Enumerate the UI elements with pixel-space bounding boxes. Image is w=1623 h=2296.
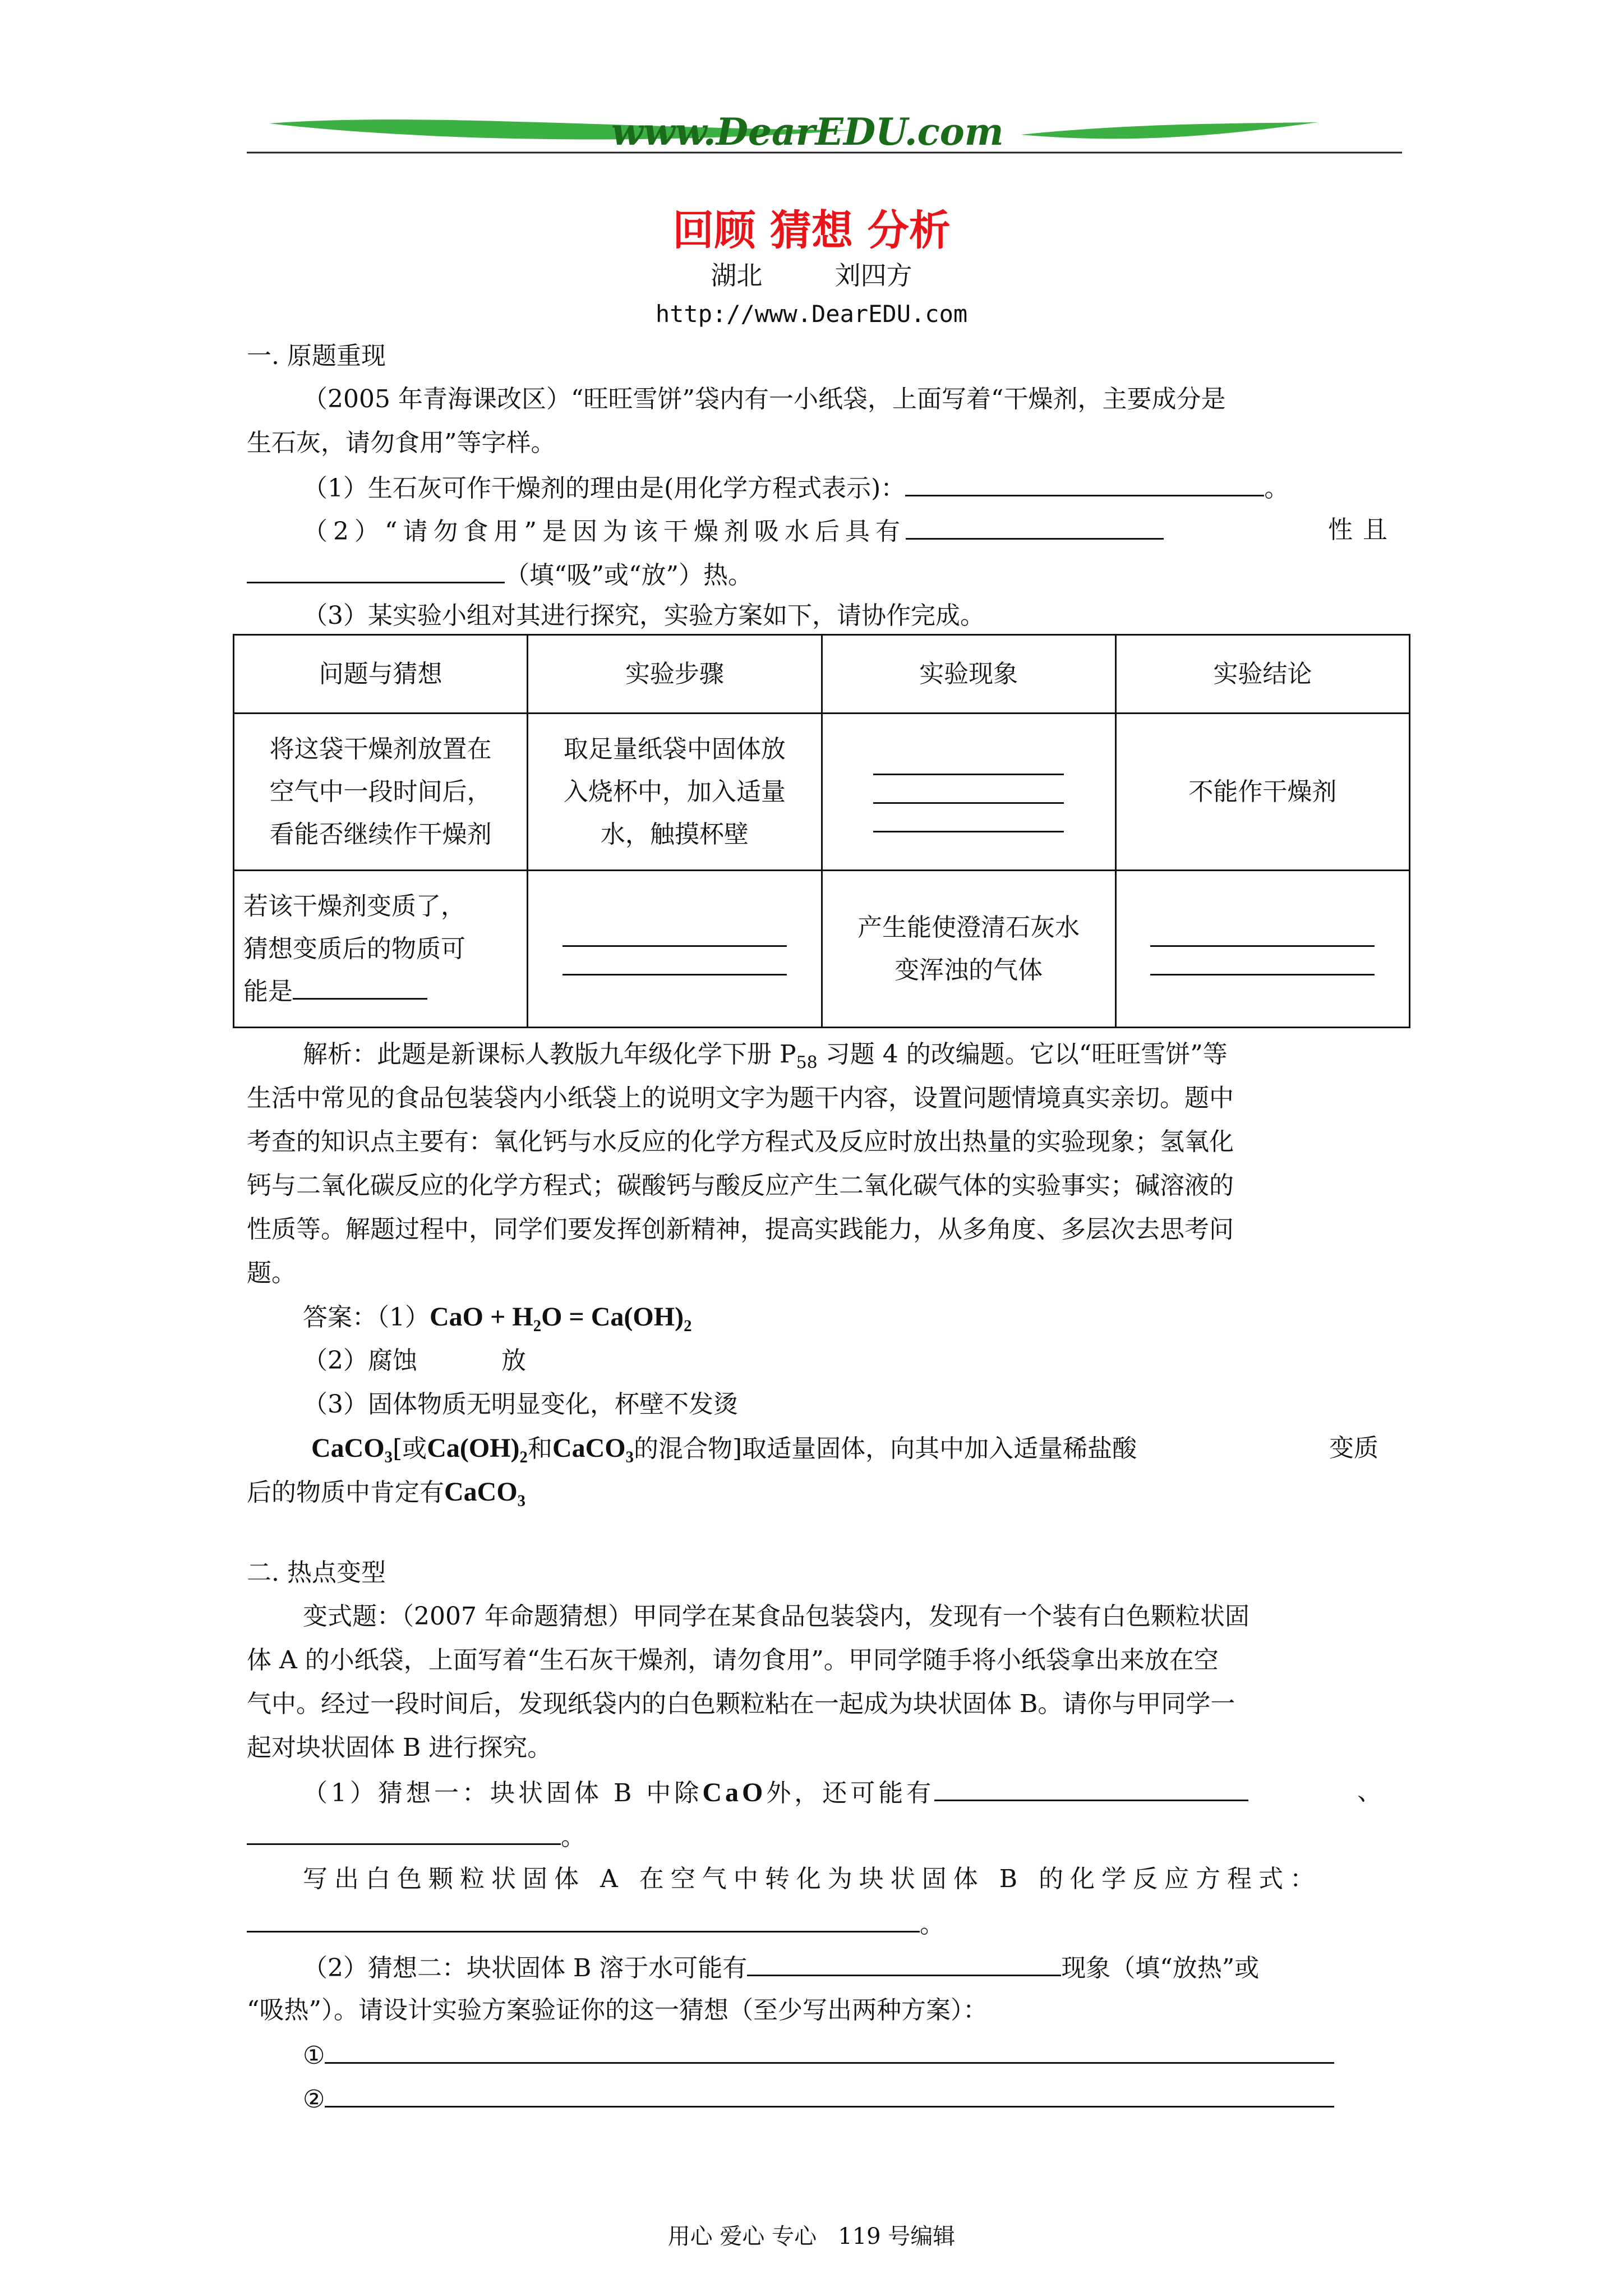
page-footer: 用心 爱心 专心 119 号编辑 [667, 2224, 956, 2249]
page-title: 回顾 猜想 分析 [672, 206, 951, 255]
plan-1: ① [303, 2037, 1334, 2073]
answer-4: CaCO₃[或Ca(OH)₂和CaCO₃的混合物]取适量固体，向其中加入适量稀盐酸 [311, 1433, 1137, 1463]
guess1-blank-a[interactable] [934, 1775, 1248, 1801]
row1-question: 将这袋干燥剂放置在 空气中一段时间后， 看能否继续作干燥剂 [234, 714, 528, 871]
header-question: 问题与猜想 [234, 635, 528, 714]
variant-line-3: 气中。经过一段时间后，发现纸袋内的白色颗粒粘在一起成为块状固体 B。请你与甲同学一 [247, 1690, 1235, 1718]
guess-1-cont: 。 [247, 1819, 585, 1854]
plan1-blank[interactable] [325, 2037, 1334, 2064]
analysis-line-1: 解析：此题是新课标人教版九年级化学下册 $P_{58}$ 习题 4 的改编题。它以“旺旺雪饼”等 [303, 1040, 1228, 1073]
equation-blank[interactable] [247, 1906, 920, 1932]
answer-5: 后的物质中肯定有CaCO₃ [247, 1477, 526, 1507]
answer-blank-q2b[interactable] [247, 557, 505, 583]
question-2-tail: 性且 [1328, 516, 1398, 544]
guess-1-equation-cont: 。 [247, 1906, 944, 1941]
guess-1: （1）猜想一：块状固体 B 中除CaO外，还可能有 [303, 1775, 1248, 1810]
intro-line-1: （2005 年青海课改区）“旺旺雪饼”袋内有一小纸袋，上面写着“干燥剂，主要成分是 [303, 385, 1226, 413]
header-steps: 实验步骤 [528, 635, 822, 714]
experiment-table [233, 634, 1410, 1028]
answer-blank-q1[interactable] [905, 470, 1264, 496]
analysis-line-2: 生活中常见的食品包装袋内小纸袋上的说明文字为题干内容，设置问题情境真实亲切。题中 [247, 1084, 1234, 1112]
guess-1-sep: 、 [1357, 1777, 1382, 1806]
variant-line-2: 体 A 的小纸袋，上面写着“生石灰干燥剂，请勿食用”。甲同学随手将小纸袋拿出来放在空 [247, 1646, 1219, 1674]
plan-2: ② [303, 2081, 1334, 2116]
guess-1-equation: 写出白色颗粒状固体 A 在空气中转化为块状固体 B 的化学反应方程式： [303, 1865, 1322, 1893]
row1-phenomenon-blanks[interactable] [822, 714, 1115, 871]
author-line [0, 255, 1623, 292]
row1-conclusion: 不能作干燥剂 [1115, 714, 1409, 871]
row2-phenomenon: 产生能使澄清石灰水 变浑浊的气体 [822, 871, 1115, 1028]
analysis-line-3: 考查的知识点主要有：氧化钙与水反应的化学方程式及反应时放出热量的实验现象；氢氧化 [247, 1128, 1234, 1156]
guess-2-cont: “吸热”）。请设计实验方案验证你的这一猜想（至少写出两种方案）： [247, 1996, 988, 2024]
answer-1: 答案：（1）CaO + H₂O = Ca(OH)₂ [303, 1302, 692, 1332]
logo-text: www.DearEDU.com [611, 110, 1004, 154]
right-leaf-swoosh [1021, 122, 1318, 139]
answer-2: （2）腐蚀 放 [303, 1346, 526, 1375]
table-row [234, 871, 1410, 1028]
question-3: （3）某实验小组对其进行探究，实验方案如下，请协作完成。 [303, 601, 985, 630]
analysis-line-5: 性质等。解题过程中，同学们要发挥创新精神，提高实践能力，从多角度、多层次去思考问 [247, 1215, 1234, 1244]
table-header-row [234, 635, 1410, 714]
guess-2: （2）猜想二：块状固体 B 溶于水可能有 现象（填“放热”或 [303, 1950, 1259, 1985]
row2-guess-blank[interactable] [293, 976, 427, 1000]
guess2-blank[interactable] [747, 1950, 1061, 1976]
analysis-line-6: 题。 [247, 1259, 296, 1287]
header-conclusion: 实验结论 [1115, 635, 1409, 714]
row2-steps-blanks[interactable] [528, 871, 822, 1028]
intro-line-2: 生石灰，请勿食用”等字样。 [247, 429, 556, 457]
table-row [234, 714, 1410, 871]
question-1: （1）生石灰可作干燥剂的理由是(用化学方程式表示)： 。 [303, 470, 1289, 505]
section1-heading: 一. 原题重现 [247, 342, 386, 370]
guess1-blank-b[interactable] [247, 1819, 561, 1845]
row1-steps: 取足量纸袋中固体放 入烧杯中，加入适量 水，触摸杯壁 [528, 714, 822, 871]
author-region: 湖北 [711, 260, 763, 291]
section2-heading: 二. 热点变型 [247, 1558, 386, 1587]
answer-3: （3）固体物质无明显变化，杯壁不发烫 [303, 1390, 738, 1419]
row2-question: 若该干燥剂变质了， 猜想变质后的物质可 能是 [234, 871, 528, 1028]
plan2-blank[interactable] [325, 2081, 1334, 2108]
row2-conclusion-blanks[interactable] [1115, 871, 1409, 1028]
header-phenomenon: 实验现象 [822, 635, 1115, 714]
question-2: （2）“请勿食用”是因为该干燥剂吸水后具有 [303, 513, 1164, 549]
answer-4-tail: 变质 [1329, 1434, 1378, 1462]
variant-line-1: 变式题：（2007 年命题猜想）甲同学在某食品包装袋内，发现有一个装有白色颗粒状固 [303, 1602, 1249, 1631]
source-url[interactable]: http://www.DearEDU.com [655, 300, 968, 328]
question-2-cont: （填“吸”或“放”）热。 [247, 557, 753, 592]
variant-line-4: 起对块状固体 B 进行探究。 [247, 1733, 552, 1762]
analysis-line-4: 钙与二氧化碳反应的化学方程式；碳酸钙与酸反应产生二氧化碳气体的实验事实；碱溶液的 [247, 1171, 1234, 1200]
author-name: 刘四方 [834, 260, 912, 291]
answer-blank-q2a[interactable] [906, 513, 1164, 540]
